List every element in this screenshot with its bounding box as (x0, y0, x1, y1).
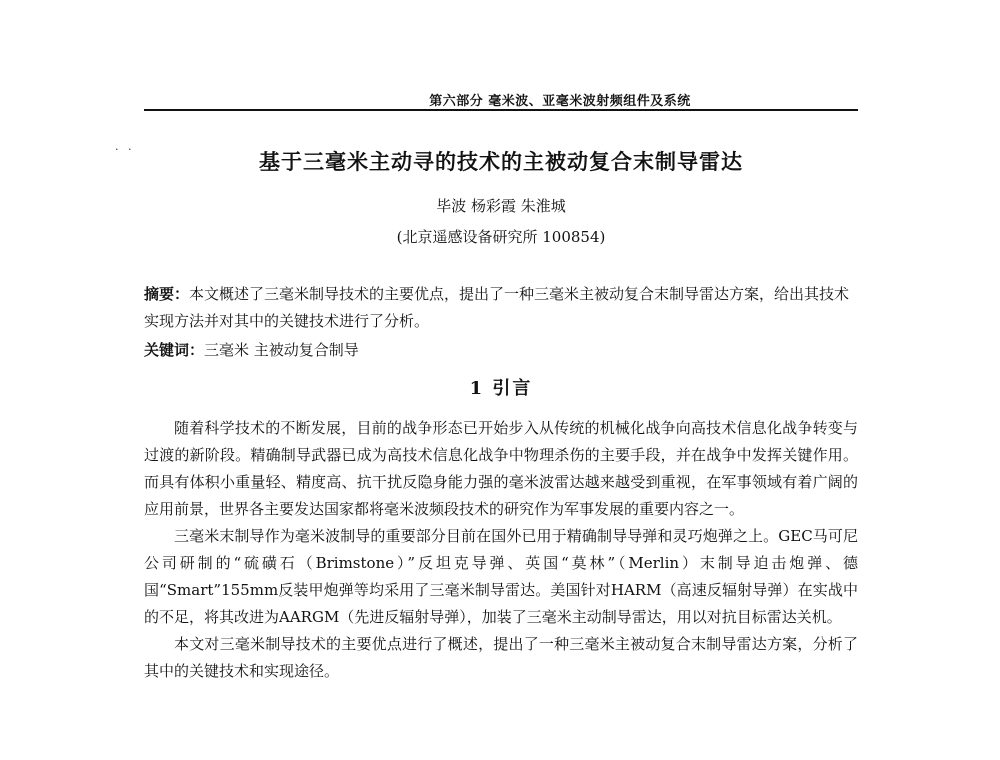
section-body (144, 415, 858, 685)
keywords-label: 关键词： (144, 341, 205, 359)
header-rule (144, 109, 858, 111)
keywords-text: 三毫米 主被动复合制导 (204, 341, 359, 359)
running-header: 第六部分 毫米波、亚毫米波射频组件及系统 (429, 94, 691, 109)
authors: 毕波 杨彩霞 朱淮城 (436, 197, 566, 215)
keywords (144, 337, 858, 364)
abstract-text: 本文概述了三毫米制导技术的主要优点，提出了一种三毫米主被动复合末制导雷达方案，给出其技术实现方法并对其中的关键技术进行了分析。 (144, 285, 850, 330)
affiliation: (北京遥感设备研究所 100854) (396, 228, 606, 246)
paragraph: 本文对三毫米制导技术的主要优点进行了概述，提出了一种三毫米主被动复合末制导雷达方案，分析了其中的关键技术和实现途径。 (144, 635, 858, 680)
abstract-label: 摘要： (144, 285, 190, 303)
paper-title: 基于三毫米主动寻的技术的主被动复合末制导雷达 (259, 149, 743, 174)
paragraph: 三毫米末制导作为毫米波制导的重要部分目前在国外已用于精确制导导弹和灵巧炮弹之上。GEC马可尼公司研制的“硫磺石（Brimstone）”反坦克导弹、英国“莫林”（Merlin）末制导迫击炮弹、德国“Smart”155mm反装甲炮弹等均采用了三毫米制导雷达。美国针对HARM（高速反辐射导弹）在实战中的不足，将其改进为AARGM（先进反辐射导弹），加装了三毫米主动制导雷达，用以对抗目标雷达关机。 (144, 527, 858, 626)
section-heading: 1 引言 (469, 378, 533, 399)
paragraph: 随着科学技术的不断发展，目前的战争形态已开始步入从传统的机械化战争向高技术信息化战争转变与过渡的新阶段。精确制导武器已成为高技术信息化战争中物理杀伤的主要手段，并在战争中发挥关键作用。而具有体积小重量轻、精度高、抗干扰反隐身能力强的毫米波雷达越来越受到重视，在军事领域有着广阔的应用前景，世界各主要发达国家都将毫米波频段技术的研究作为军事发展的重要内容之一。 (144, 419, 858, 518)
abstract (144, 281, 858, 335)
scan-mark: · · (115, 143, 135, 156)
